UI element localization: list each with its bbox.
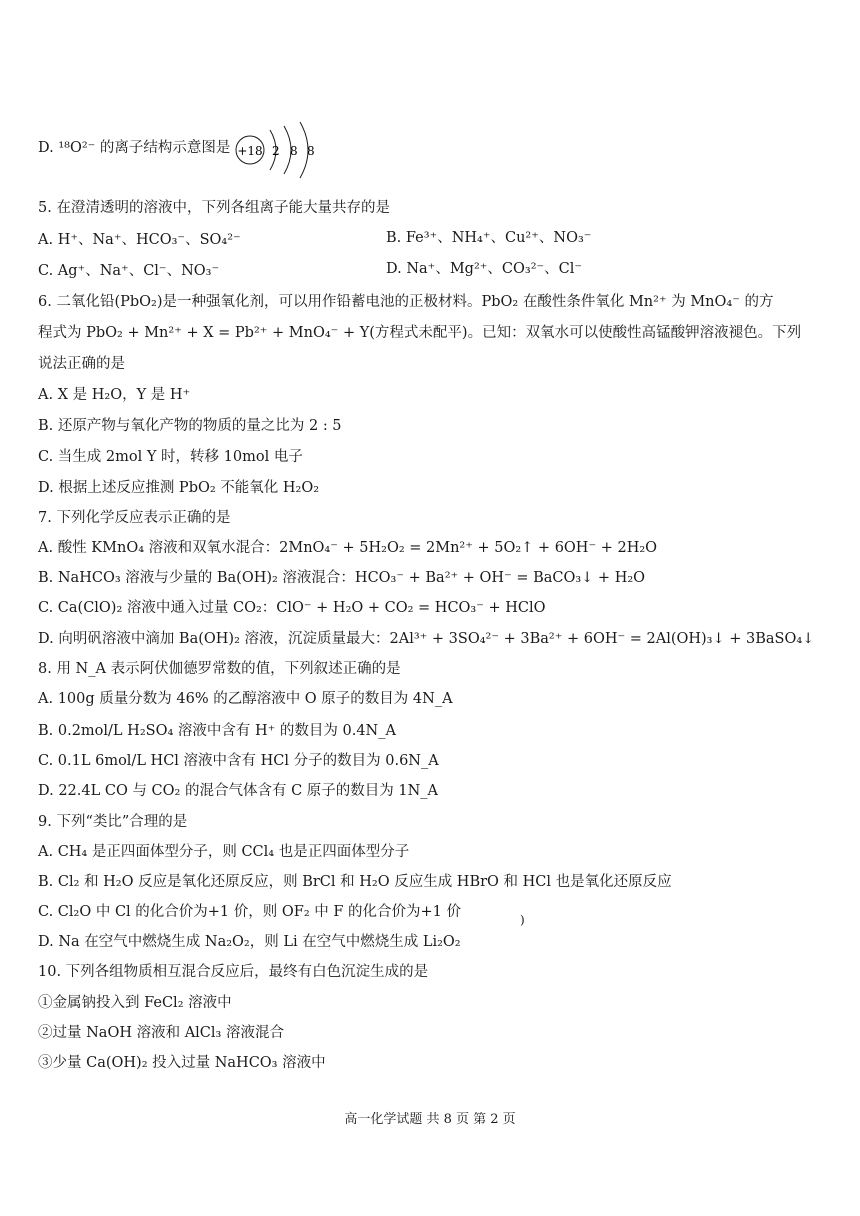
shell-1-electrons: 2 xyxy=(272,144,280,158)
q5-option-d: D. Na⁺、Mg²⁺、CO₃²⁻、Cl⁻ xyxy=(386,261,583,277)
q8-option-d: D. 22.4L CO 与 CO₂ 的混合气体含有 C 原子的数目为 1N_A xyxy=(38,783,439,799)
q5-option-b: B. Fe³⁺、NH₄⁺、Cu²⁺、NO₃⁻ xyxy=(386,230,592,246)
q9-option-d: D. Na 在空气中燃烧生成 Na₂O₂，则 Li 在空气中燃烧生成 Li₂O₂ xyxy=(38,934,461,950)
q10-item-1: ①金属钠投入到 FeCl₂ 溶液中 xyxy=(38,995,232,1011)
q10-stem: 10. 下列各组物质相互混合反应后，最终有白色沉淀生成的是 xyxy=(38,964,429,980)
q6-stem-line2: 程式为 PbO₂ + Mn²⁺ + X = Pb²⁺ + MnO₄⁻ + Y(方程式未配平)。已知：双氧水可以使酸性高锰酸钾溶液褪色。下列 xyxy=(38,325,802,341)
page-footer: 高一化学试题 共 8 页 第 2 页 xyxy=(344,1112,516,1127)
q7-stem: 7. 下列化学反应表示正确的是 xyxy=(38,510,231,526)
q9-stem: 9. 下列“类比”合理的是 xyxy=(38,814,188,830)
q8-option-a: A. 100g 质量分数为 46% 的乙醇溶液中 O 原子的数目为 4N_A xyxy=(38,691,453,707)
q6-stem-line1: 6. 二氧化铅(PbO₂)是一种强氧化剂，可以用作铅蓄电池的正极材料。PbO₂ 在酸性条件氧化 Mn²⁺ 为 MnO₄⁻ 的方 xyxy=(38,294,774,310)
q5-option-a: A. H⁺、Na⁺、HCO₃⁻、SO₄²⁻ xyxy=(38,232,241,248)
q5-stem: 5. 在澄清透明的溶液中，下列各组离子能大量共存的是 xyxy=(38,200,390,216)
q7-option-b: B. NaHCO₃ 溶液与少量的 Ba(OH)₂ 溶液混合：HCO₃⁻ + Ba²⁺ + OH⁻ = BaCO₃↓ + H₂O xyxy=(38,570,646,586)
q6-option-d: D. 根据上述反应推测 PbO₂ 不能氧化 H₂O₂ xyxy=(38,480,320,496)
q9-option-b: B. Cl₂ 和 H₂O 反应是氧化还原反应，则 BrCl 和 H₂O 反应生成 HBrO 和 HCl 也是氧化还原反应 xyxy=(38,874,672,890)
q6-stem-line3: 说法正确的是 xyxy=(38,356,125,372)
q10-item-3: ③少量 Ca(OH)₂ 投入过量 NaHCO₃ 溶液中 xyxy=(38,1055,326,1071)
q9-option-a: A. CH₄ 是正四面体型分子，则 CCl₄ 也是正四面体型分子 xyxy=(38,844,410,860)
shell-3-electrons: 8 xyxy=(307,144,315,158)
q7-option-c: C. Ca(ClO)₂ 溶液中通入过量 CO₂：ClO⁻ + H₂O + CO₂ = HCO₃⁻ + HClO xyxy=(38,600,546,616)
q5-option-c: C. Ag⁺、Na⁺、Cl⁻、NO₃⁻ xyxy=(38,263,220,279)
q6-option-c: C. 当生成 2mol Y 时，转移 10mol 电子 xyxy=(38,449,303,465)
q8-option-c: C. 0.1L 6mol/L HCl 溶液中含有 HCl 分子的数目为 0.6N_A xyxy=(38,753,439,769)
q10-item-2: ②过量 NaOH 溶液和 AlCl₃ 溶液混合 xyxy=(38,1025,284,1041)
q7-option-a: A. 酸性 KMnO₄ 溶液和双氧水混合：2MnO₄⁻ + 5H₂O₂ = 2Mn²⁺ + 5O₂↑ + 6OH⁻ + 2H₂O xyxy=(38,540,658,556)
q9-option-c: C. Cl₂O 中 Cl 的化合价为+1 价，则 OF₂ 中 F 的化合价为+1 价 xyxy=(38,904,462,920)
nucleus-charge: +18 xyxy=(237,144,263,158)
ion-structure-diagram xyxy=(232,120,322,186)
q6-option-a: A. X 是 H₂O，Y 是 H⁺ xyxy=(38,387,191,403)
shell-2-electrons: 8 xyxy=(290,144,298,158)
q6-option-b: B. 还原产物与氧化产物的物质的量之比为 2 : 5 xyxy=(38,418,342,434)
q8-stem: 8. 用 N_A 表示阿伏伽德罗常数的值，下列叙述正确的是 xyxy=(38,661,401,677)
stray-mark: ) xyxy=(520,913,525,927)
q7-option-d: D. 向明矾溶液中滴加 Ba(OH)₂ 溶液，沉淀质量最大：2Al³⁺ + 3SO₄²⁻ + 3Ba²⁺ + 6OH⁻ = 2Al(OH)₃↓ + 3BaSO₄↓ xyxy=(38,631,815,647)
q4-option-d: D. ¹⁸O²⁻ 的离子结构示意图是 xyxy=(38,140,231,156)
q8-option-b: B. 0.2mol/L H₂SO₄ 溶液中含有 H⁺ 的数目为 0.4N_A xyxy=(38,723,396,739)
